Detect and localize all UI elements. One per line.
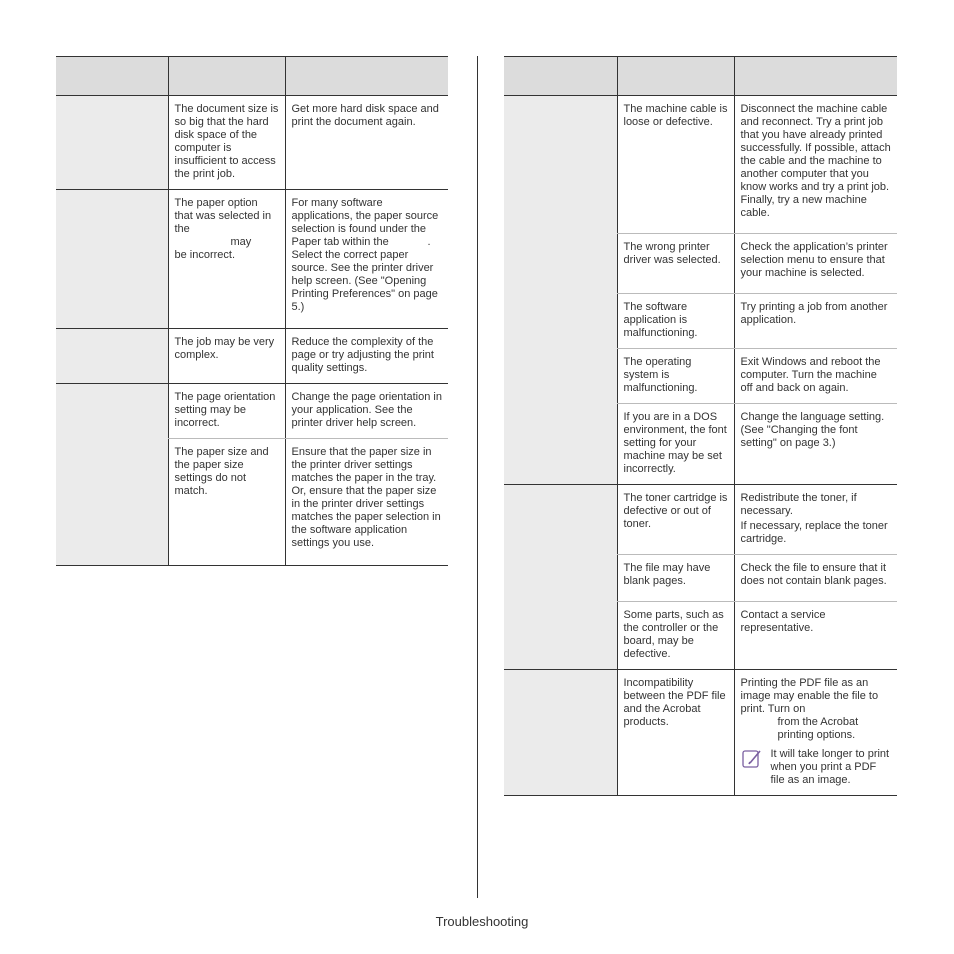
cause-header (168, 57, 285, 96)
cause-cell: The toner cartridge is defective or out of toner. (617, 485, 734, 555)
cause-header (617, 57, 734, 96)
table-row (504, 670, 897, 796)
solution-text: For many software applications, the paper source selection is found under the Paper tab within the (291, 197, 439, 248)
cause-cell: The software application is malfunctioning. (617, 294, 734, 349)
page-footer: Troubleshooting (435, 914, 529, 929)
cause-cell: The wrong printer driver was selected. (617, 234, 734, 294)
solution-header (734, 57, 897, 96)
condition-cell (504, 670, 617, 796)
solution-text: Printing the PDF file as an image may enable the file to print. Turn on (740, 677, 879, 715)
cause-cell: The paper size and the paper size settings do not match. (168, 439, 285, 566)
cause-cell (168, 190, 285, 329)
solution-cell: Get more hard disk space and print the document again. (285, 96, 448, 190)
table-row (504, 485, 897, 555)
solution-cell: Disconnect the machine cable and reconnect. Try a print job that you have already printed successfully. If possible, attach the cable and the machine to another computer that you know works and try a print job. Finally, try a new machine cable. (734, 96, 897, 234)
cause-cell: If you are in a DOS environment, the font setting for your machine may be set incorrectly. (617, 404, 734, 485)
cause-cell: The file may have blank pages. (617, 555, 734, 602)
solution-cell (734, 670, 897, 796)
cause-text: be incorrect. (174, 249, 236, 261)
solution-cell: Exit Windows and reboot the computer. Turn the machine off and back on again. (734, 349, 897, 404)
condition-cell (56, 329, 168, 384)
table-row (56, 190, 448, 329)
solution-cell (285, 190, 448, 329)
solution-text: Redistribute the toner, if necessary. (740, 492, 857, 517)
solution-cell (734, 485, 897, 555)
solution-cell: Check the file to ensure that it does not contain blank pages. (734, 555, 897, 602)
table-row (56, 96, 448, 190)
column-divider (477, 56, 478, 898)
left-troubleshooting-table (56, 56, 448, 566)
note-text: It will take longer to print when you print a PDF file as an image. (770, 748, 890, 786)
solution-cell: Reduce the complexity of the page or try adjusting the print quality settings. (285, 329, 448, 384)
cause-text: The paper option that was selected in the (174, 197, 272, 235)
condition-cell (56, 384, 168, 566)
cause-text: may (230, 236, 252, 248)
condition-cell (504, 96, 617, 485)
solution-cell: Change the page orientation in your application. See the printer driver help screen. (285, 384, 448, 439)
solution-cell (285, 439, 448, 566)
note-box (741, 748, 892, 787)
cause-cell: The document size is so big that the hard disk space of the computer is insufficient to access the print job. (168, 96, 285, 190)
solution-cell: Check the application’s printer selection menu to ensure that your machine is selected. (734, 234, 897, 294)
cause-cell: The page orientation setting may be incorrect. (168, 384, 285, 439)
table-row (56, 329, 448, 384)
condition-cell (504, 485, 617, 670)
cause-cell: The operating system is malfunctioning. (617, 349, 734, 404)
table-row (504, 96, 897, 234)
solution-cell: Try printing a job from another application. (734, 294, 897, 349)
solution-text: from the Acrobat printing options. (777, 716, 859, 741)
solution-header (285, 57, 448, 96)
table-header-row (504, 57, 897, 96)
solution-text: If necessary, replace the toner cartridge. (740, 520, 888, 545)
condition-header (504, 57, 617, 96)
solution-cell: Change the language setting. (See "Changing the font setting" on page 3.) (734, 404, 897, 485)
note-pencil-icon (741, 748, 767, 774)
cause-cell: The machine cable is loose or defective. (617, 96, 734, 234)
cause-cell: Some parts, such as the controller or the board, may be defective. (617, 602, 734, 670)
solution-text: . (427, 236, 431, 248)
solution-text: Or, ensure that the paper size in the printer driver settings matches the paper selection in the software application settings you use. (291, 485, 441, 549)
condition-cell (56, 190, 168, 329)
solution-text: Select the correct paper source. See the printer driver help screen. (See "Opening Printing Preferences" on page 5.) (291, 249, 438, 313)
right-troubleshooting-table (504, 56, 897, 796)
condition-header (56, 57, 168, 96)
table-header-row (56, 57, 448, 96)
solution-text: Ensure that the paper size in the printer driver settings matches the paper in the tray. (291, 446, 437, 484)
cause-cell: Incompatibility between the PDF file and the Acrobat products. (617, 670, 734, 796)
cause-cell: The job may be very complex. (168, 329, 285, 384)
table-row (56, 384, 448, 439)
condition-cell (56, 96, 168, 190)
solution-cell: Contact a service representative. (734, 602, 897, 670)
